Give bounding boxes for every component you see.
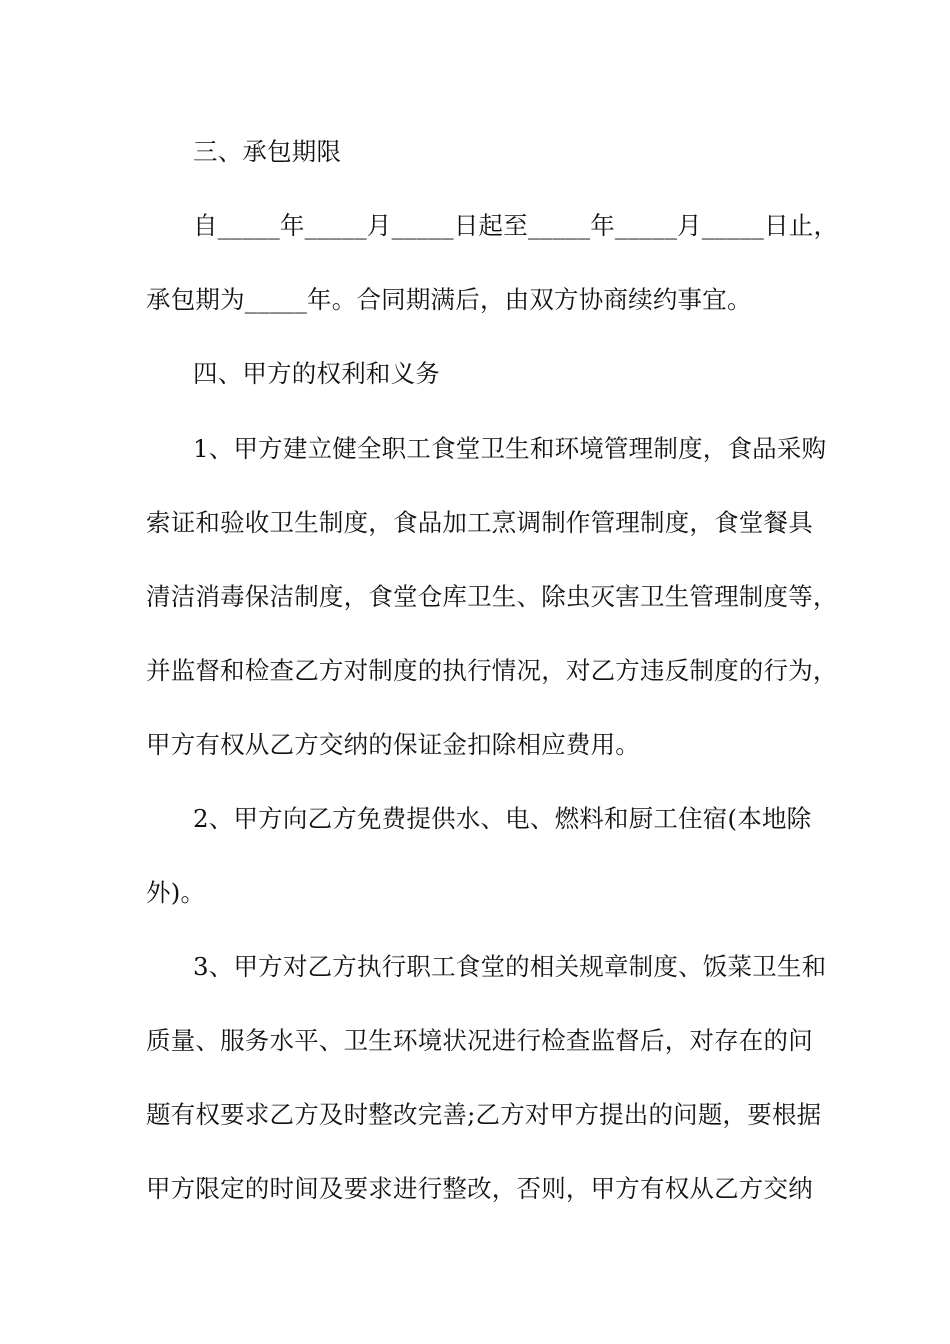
paragraph-line: 质量、服务水平、卫生环境状况进行检查监督后，对存在的问 — [146, 1026, 813, 1055]
paragraph-line: 题有权要求乙方及时整改完善;乙方对甲方提出的问题，要根据 — [146, 1100, 822, 1129]
paragraph-line: 2、甲方向乙方免费提供水、电、燃料和厨工住宿(本地除 — [193, 804, 812, 833]
paragraph-line: 3、甲方对乙方执行职工食堂的相关规章制度、饭菜卫生和 — [193, 952, 827, 981]
paragraph-line: 承包期为_____年。合同期满后，由双方协商续约事宜。 — [146, 285, 752, 314]
paragraph-line: 外)。 — [146, 878, 206, 907]
section-heading-rights: 四、甲方的权利和义务 — [193, 359, 440, 388]
paragraph-line: 自_____年_____月_____日起至_____年_____月_____日止， — [193, 211, 839, 240]
section-heading-term: 三、承包期限 — [193, 137, 342, 166]
paragraph-line: 索证和验收卫生制度，食品加工烹调制作管理制度，食堂餐具 — [146, 508, 813, 537]
paragraph-line: 甲方限定的时间及要求进行整改，否则，甲方有权从乙方交纳 — [146, 1174, 813, 1203]
paragraph-line: 1、甲方建立健全职工食堂卫生和环境管理制度，食品采购 — [193, 434, 827, 463]
paragraph-line: 并监督和检查乙方对制度的执行情况，对乙方违反制度的行为， — [146, 656, 838, 685]
paragraph-line: 甲方有权从乙方交纳的保证金扣除相应费用。 — [146, 730, 640, 759]
paragraph-line: 清洁消毒保洁制度，食堂仓库卫生、除虫灭害卫生管理制度等， — [146, 582, 838, 611]
